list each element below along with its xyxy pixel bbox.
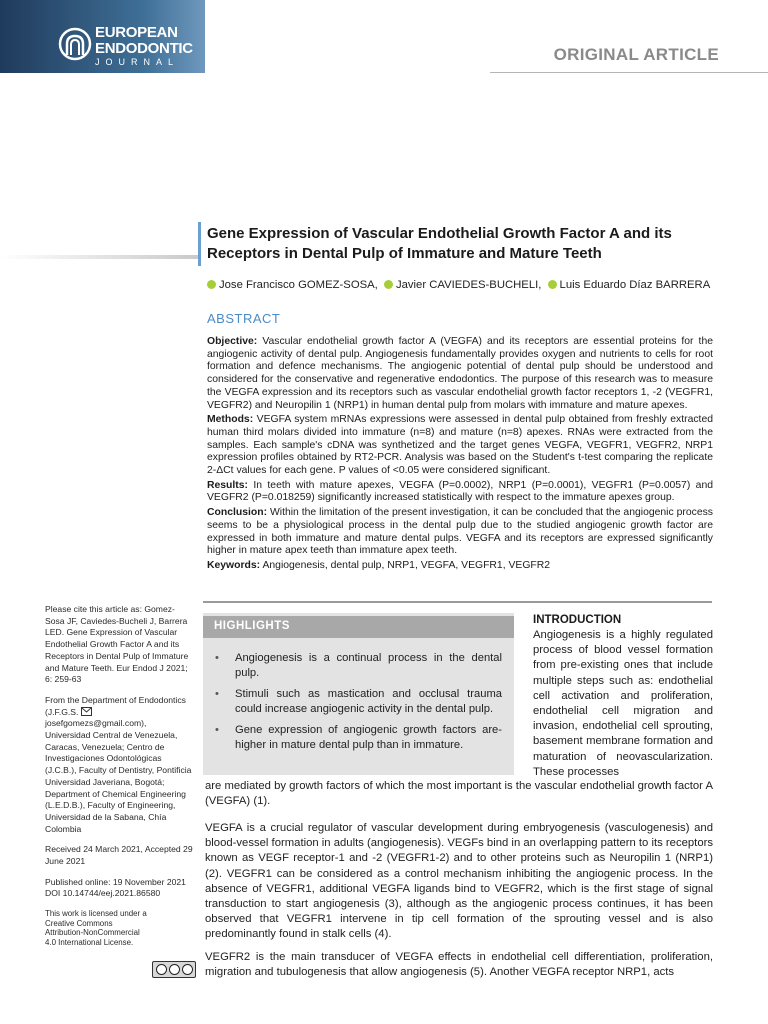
introduction-paragraph-start: Angiogenesis is a highly regulated process of blood vessel formation from pre-existing ones that include multiple steps such as: endothelial cell activation and proliferation, endothelial cell migration and invasion, endothelial cell sprouting, basement membrane formation and maturation of neovascularization. These processes [533,629,713,778]
journal-logo [0,0,205,73]
highlight-item: • Gene expression of angiogenic growth factors are-higher in mature dental pulp than in immature. [215,723,502,753]
author-list [207,279,710,291]
highlights-heading: HIGHLIGHTS [214,620,290,632]
keywords-text: Angiogenesis, dental pulp, NRP1, VEGFA, VEGFR1, VEGFR2 [262,559,551,571]
author-name: Javier CAVIEDES-BUCHELI, [395,279,542,291]
abstract-results [207,480,713,505]
abstract-conclusion [207,507,713,558]
by-icon [169,964,180,975]
abstract-text: VEGFA system mRNAs expressions were assessed in dental pulp obtained from freshly extracted human third molars divided into immature (n=8) and mature (n=8) apexes. RNAs were extracted from the samples. Each sample's cDNA was synthetized and the target genes VEGFA, VEGFR1, VEGFR2, NRP1 expression profiles obtained by RT2-PCR. Analysis was based on the Student's t-test comparing the replicate 2-ΔCt values for each gene. P values of <0.05 were considered significant. [207,414,714,477]
orcid-icon[interactable] [384,280,393,289]
introduction-paragraph: VEGFA is a crucial regulator of vascular development during embryogenesis (vasculogenesis) and blood-vessel formation in adults (angiogenesis). VEGFs bind in an overlapping pattern to its receptors known as VEGF receptor-1 and -2 (VEGFR1-2) and to other proteins such as Neuropilin 1 (NRP1) (2). VEGFR1 can be considered as a control mechanism inhibiting the angiogenic process. In the absence of VEGFR1, additional VEGFA ligands bind to VEGFR2, which is the first stage of signal transduction to start angiogenesis (3), although as the angiogenic process continues, it has been observed that VEGFR1 intervene in tip cell formation of the sprouting vessel and is also predominantly found in stalk cells (4). [205,822,714,941]
abstract-label: Methods: [207,414,254,426]
abstract-label: Keywords: [207,559,261,571]
article-sidebar [45,604,193,957]
abstract-label: Results: [207,479,248,491]
affiliation-text: From the Department of Endodontics (J.F.G.S. josefgomezs@gmail.com), Universidad Central de Venezuela, Caracas, Venezuela; Centro de Investigaciones Odontológicas (J.C.B.), Faculty of Dentistry, Pontificia Universidad Javeriana, Bogotá; Department of Chemical Engineering (L.E.D.B.), Faculty of Engineering, Universidad de la Sabana, Chía Colombia [45,694,192,834]
citation-text: Please cite this article as: Gomez-Sosa JF, Caviedes-Bucheli J, Barrera LED. Gene Expression of Vascular Endothelial Growth Factor A and its Receptors in Dental Pulp of Immature and Mature Teeth. Eur Endod J 2021; 6: 259-63 [45,604,189,685]
abstract-methods [207,414,713,478]
journal-name-line3: JOURNAL [95,57,180,67]
abstract-label: Objective: [207,336,258,347]
orcid-icon[interactable] [548,280,557,289]
abstract-text: Within the limitation of the present investigation, it can be concluded that the angiogenic process seems to be a physiological process in the dental pulp due to the studied angiogenic growth factor are expressed in both immature and mature dental pulps. VEGFA and its receptors are expressed significantly higher in mature apex teeth than immature apex teeth. [207,507,713,557]
introduction-paragraph: VEGFR2 is the main transducer of VEGFA effects in endothelial cell differentiation, proliferation, migration and tubulogenesis that allow angiogenesis (5). Another VEGFA receptor NRP1, acts [205,951,713,979]
introduction-heading: INTRODUCTION [533,614,622,626]
orcid-icon[interactable] [207,280,216,289]
abstract-label: Conclusion: [207,507,268,519]
title-rule [0,255,200,259]
abstract-objective [207,336,713,412]
mail-icon[interactable] [81,707,92,716]
cc-icon [156,964,167,975]
article-title: Gene Expression of Vascular Endothelial Growth Factor A and its Receptors in Dental Pulp of Immature and Mature Teeth [207,225,672,262]
abstract-heading: ABSTRACT [207,311,281,326]
abstract-text: Vascular endothelial growth factor A (VEGFA) and its receptors are essential proteins for the angiogenic activity of dental pulp. Angiogenesis fundamentally provides oxygen and nutrients to cells for root formation and defence mechanisms. The angiogenic potential of dental pulp should be understood and considered for the conservative and regenerative endodontics. The purpose of this research was to measure the VEGFA expression and its receptors such as vascular endothelial growth factor receptors 1, -2 (VEGFR1, VEGFR2) and Neuropilin 1 (NRP1) in human dental pulp from molars with immature and mature apexes. [207,336,714,411]
highlight-item: • Angiogenesis is a continual process in the dental pulp. [215,651,502,681]
license-text: This work is licensed under a Creative Commons Attribution-NonCommercial 4.0 International License. [45,909,147,947]
introduction-paragraph-cont: are mediated by growth factors of which the most important is the vascular endothelial growth factor A (VEGFA) (1). [205,780,713,808]
article-type: ORIGINAL ARTICLE [553,45,719,64]
received-dates: Received 24 March 2021, Accepted 29 June 2021 [45,844,193,867]
abstract-keywords [207,560,713,573]
journal-name [95,25,193,67]
journal-name-line1: EUROPEAN [95,24,178,41]
highlights-header [203,616,514,638]
abstract-body [207,336,713,575]
journal-name-line2: ENDODONTIC [95,40,193,57]
header-divider [490,72,768,73]
creative-commons-badge-icon[interactable] [152,961,196,978]
title-accent-bar [198,222,201,266]
author-name: Luis Eduardo Díaz BARRERA [559,279,711,291]
highlight-item: • Stimuli such as mastication and occlusal trauma could increase angiogenic activity in the dental pulp. [215,687,502,717]
highlights-list [215,651,502,759]
journal-arch-icon [58,27,92,61]
abstract-text: In teeth with mature apexes, VEGFA (P=0.0002), NRP1 (P=0.0001), VEGFR1 (P=0.0057) and VEGFR2 (P=0.018259) significantly increased statistically with respect to the immature apexes group. [207,479,714,504]
section-divider [203,601,712,603]
author-name: Jose Francisco GOMEZ-SOSA, [219,279,378,291]
publication-info: Published online: 19 November 2021 DOI 10.14744/eej.2021.86580 [45,876,186,899]
nc-icon [182,964,193,975]
